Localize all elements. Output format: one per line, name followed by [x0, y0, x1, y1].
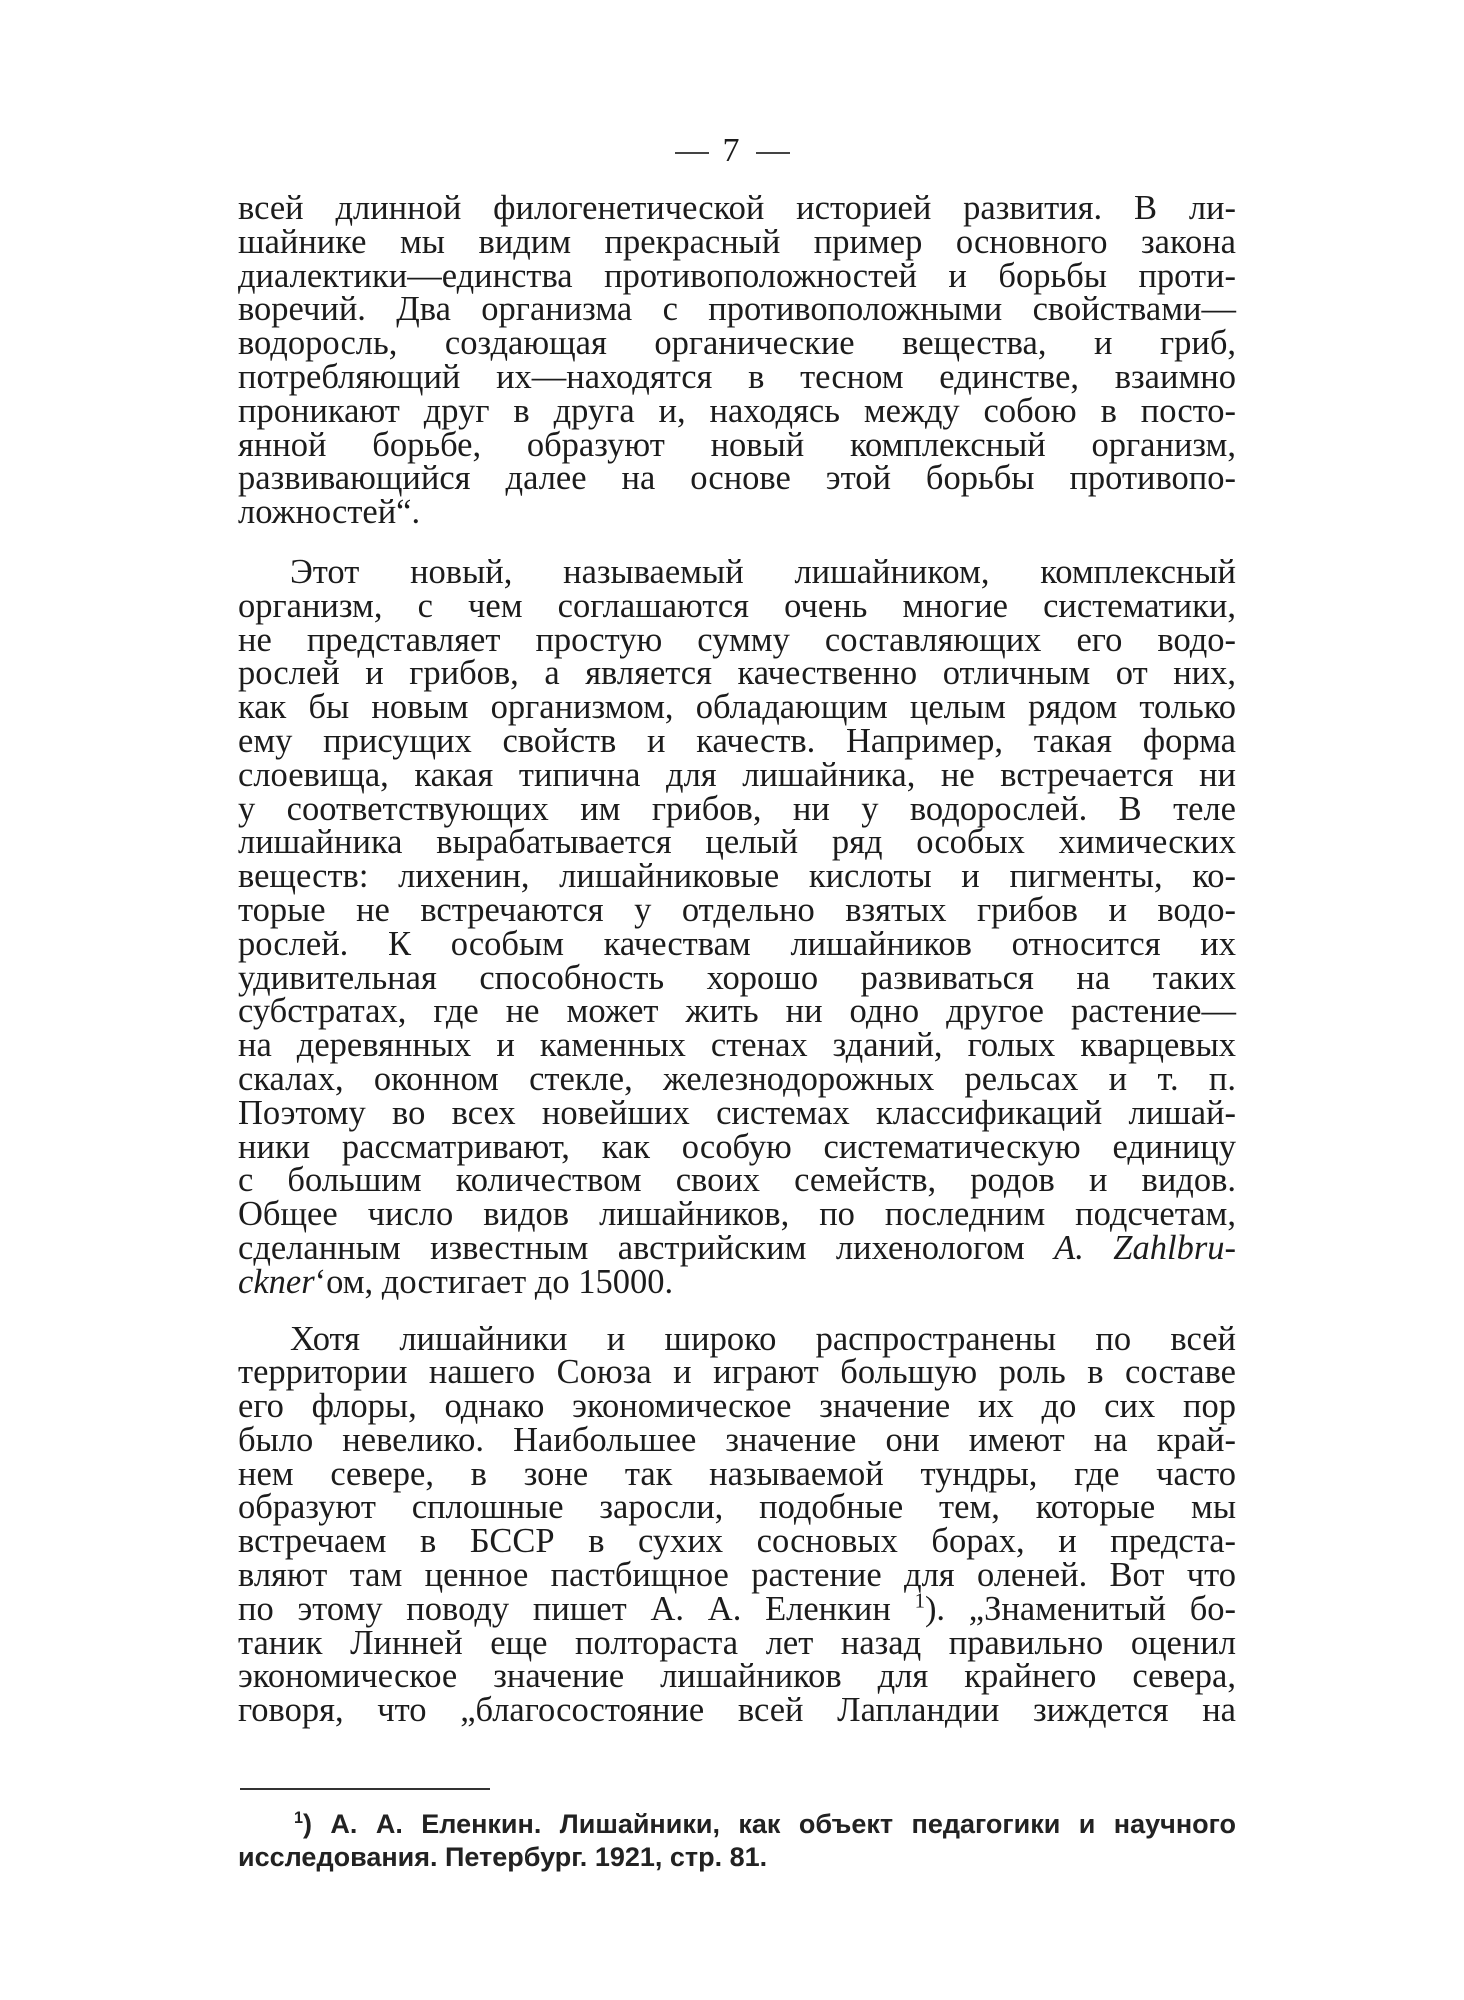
footnote-reference-mark: 1: [914, 1590, 925, 1613]
text-line: территории нашего Союза и играют большую роль в составе: [238, 1353, 1236, 1392]
footnote: [238, 1808, 1236, 1874]
page-number: [0, 132, 1464, 170]
text-line: таник Линней еще полтораста лет назад правильно оценил: [238, 1623, 1236, 1662]
text-line: образуют сплошные заросли, подобные тем, которые мы: [238, 1488, 1236, 1527]
text-line: диалектики—единства противоположностей и борьбы проти-: [238, 256, 1236, 295]
text-line: Этот новый, называемый лишайником, комплексный: [290, 552, 1236, 591]
text-line: проникают друг в друга и, находясь между собою в посто-: [238, 391, 1236, 430]
text-line: с большим количеством своих семейств, родов и видов.: [238, 1161, 1236, 1200]
footnote-line: исследования. Петербург. 1921, стр. 81.: [238, 1842, 768, 1872]
text-line: скалах, оконном стекле, железнодорожных рельсах и т. п.: [238, 1059, 1236, 1098]
text-line: экономическое значение лишайников для крайнего севера,: [238, 1657, 1236, 1696]
text-line: ему присущих свойств и качеств. Например, такая форма: [238, 721, 1236, 760]
text-line: как бы новым организмом, обладающим целым рядом только: [238, 688, 1236, 727]
footnote-text: ) А. А. Еленкин. Лишайники, как объект педагогики и научного: [303, 1809, 1236, 1839]
text-segment: сделанным известным австрийским лихенологом: [238, 1228, 1025, 1267]
page-number-dash-left: [675, 152, 709, 154]
body-text: [238, 189, 1236, 1730]
paragraph-1: [238, 189, 1236, 532]
text-line: слоевища, какая типична для лишайника, не встречается ни: [238, 755, 1236, 794]
text-line: Хотя лишайники и широко распространены по всей: [290, 1319, 1236, 1358]
text-line: воречий. Два организма с противоположными свойствами—: [238, 290, 1236, 329]
text-line: веществ: лихенин, лишайниковые кислоты и пигменты, ко-: [238, 857, 1236, 896]
text-line: ложностей“.: [238, 493, 421, 532]
text-segment: по этому поводу пишет А. А. Еленкин: [238, 1589, 891, 1628]
text-segment: ‘ом, достигает до 15000.: [314, 1262, 674, 1301]
text-line: говоря, что „благосостояние всей Лапландии зиждется на: [238, 1691, 1236, 1730]
text-line: шайнике мы видим прекрасный пример основного закона: [238, 222, 1236, 261]
text-line: потребляющий их—находятся в тесном единстве, взаимно: [238, 357, 1236, 396]
text-line: у соответствующих им грибов, ни у водорослей. В теле: [238, 789, 1236, 828]
text-line: янной борьбе, образуют новый комплексный организм,: [238, 425, 1236, 464]
text-line: встречаем в БССР в сухих сосновых борах, и предста-: [238, 1522, 1236, 1561]
paragraph-2: [238, 552, 1236, 1301]
author-name-italic: A. Zahlbru-: [1054, 1228, 1236, 1267]
footnote-mark: 1: [294, 1809, 304, 1827]
text-line: рослей и грибов, а является качественно отличным от них,: [238, 654, 1236, 693]
author-name-italic: ckner: [238, 1262, 315, 1301]
text-line: удивительная способность хорошо развиваться на таких: [238, 958, 1236, 997]
text-line-with-name: [238, 1228, 1236, 1267]
text-line: лишайника вырабатывается целый ряд особых химических: [238, 823, 1236, 862]
text-line: было невелико. Наибольшее значение они имеют на край-: [238, 1420, 1236, 1459]
page-number-value: 7: [722, 132, 742, 169]
text-line: водоросль, создающая органические вещества, и гриб,: [238, 324, 1236, 363]
text-line: его флоры, однако экономическое значение их до сих пор: [238, 1387, 1236, 1426]
text-line-with-name: [238, 1262, 1236, 1301]
text-line: организм, с чем соглашаются очень многие систематики,: [238, 586, 1236, 625]
text-line: не представляет простую сумму составляющих его водо-: [238, 620, 1236, 659]
text-line-with-footnote-ref: [238, 1589, 1236, 1628]
text-line: торые не встречаются у отдельно взятых грибов и водо-: [238, 890, 1236, 929]
text-line: Поэтому во всех новейших системах классификаций лишай-: [238, 1093, 1236, 1132]
paragraph-3: [238, 1319, 1236, 1730]
text-line: рослей. К особым качествам лишайников относится их: [238, 924, 1236, 963]
text-segment: ). „Знаменитый бо-: [924, 1589, 1236, 1628]
text-line: ники рассматривают, как особую систематическую единицу: [238, 1127, 1236, 1166]
text-line: на деревянных и каменных стенах зданий, голых кварцевых: [238, 1026, 1236, 1065]
text-line: нем севере, в зоне так называемой тундры, где часто: [238, 1454, 1236, 1493]
text-line: вляют там ценное пастбищное растение для оленей. Вот что: [238, 1556, 1236, 1595]
page-number-dash-right: [756, 152, 790, 154]
text-line: субстратах, где не может жить ни одно другое растение—: [238, 992, 1236, 1031]
footnote-line: [238, 1808, 1236, 1841]
text-line: развивающийся далее на основе этой борьбы противопо-: [238, 459, 1236, 498]
footnote-separator: [240, 1788, 490, 1790]
text-line: всей длинной филогенетической историей развития. В ли-: [238, 189, 1236, 227]
text-line: Общее число видов лишайников, по последним подсчетам,: [238, 1195, 1236, 1234]
